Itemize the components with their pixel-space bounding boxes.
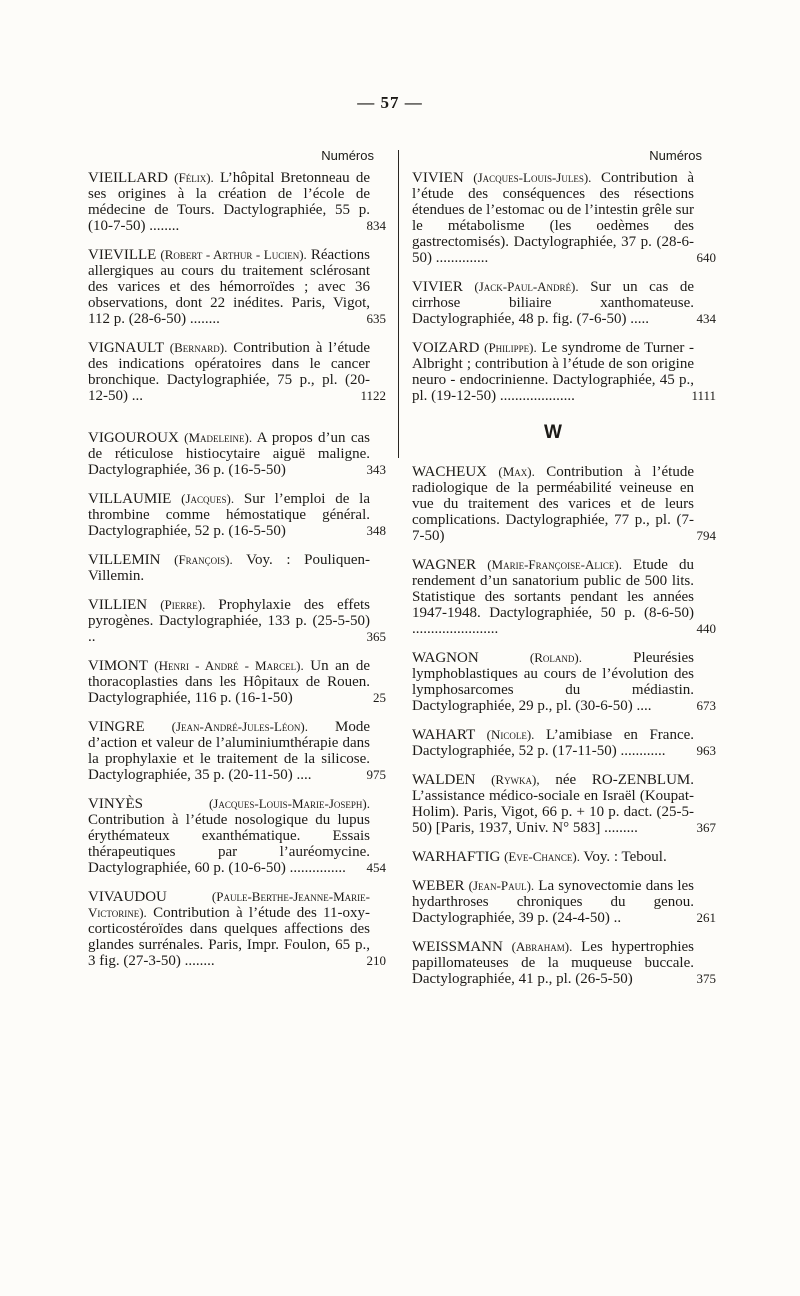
entry-description: Réactions allergiques au cours du traitement sclérosant des varices et des hémorroïdes ; avec 36 observations, dont 22 inédites. Paris, Vigot, 112 p. (28-6-50) ........ [88, 247, 370, 327]
entry-description: Le syndrome de Turner - Albright ; contribution à l’étude de son origine neuro - endocrinienne. Dactylographiée, 45 p., pl. (19-12-50) .................... [412, 340, 694, 404]
entry-description: Mode d’action et valeur de l’aluminiumthérapie dans la prophylaxie et le traitement de la silicose. Dactylographiée, 35 p. (20-11-50) .... [88, 719, 371, 783]
entry-number: 365 [366, 629, 386, 644]
entry-description: L’hôpital Bretonneau de ses origines à la création de l’école de médecine de Tours. Dactylographiée, 55 p. (10-7-50) ........ [88, 170, 370, 234]
bibliography-entry [88, 247, 386, 327]
bibliography-entry [412, 340, 716, 404]
author-surname: VOIZARD [412, 340, 480, 356]
bibliography-entry [412, 170, 716, 266]
entry-number: 343 [366, 462, 386, 477]
author-given-names: (Marie-Françoise-Alice). [487, 557, 622, 572]
author-given-names: (François). [174, 552, 233, 567]
author-given-names: (Jacques). [181, 491, 235, 506]
entry-number: 640 [696, 250, 716, 265]
entry-number: 440 [696, 621, 716, 636]
entry-description: née RO-ZENBLUM. L’assistance médico-sociale en Israël (Koupat-Holim). Paris, Vigot, 66 p. + 10 p. dact. (25-5-50) [Paris, 1937, Univ. N° 583] ......... [412, 772, 694, 836]
author-surname: VIEVILLE [88, 247, 157, 263]
bibliography-entry [412, 650, 716, 714]
entry-description: Sur l’emploi de la thrombine comme hémostatique général. Dactylographiée, 52 p. (16-5-50) [88, 491, 370, 539]
entry-number: 348 [366, 523, 386, 538]
author-given-names: (Abraham). [511, 939, 573, 954]
author-surname: VIMONT [88, 658, 148, 674]
bibliography-entry [412, 772, 716, 836]
entry-number: 834 [366, 218, 386, 233]
entry-number: 261 [696, 910, 716, 925]
author-surname: VIVIEN [412, 170, 464, 186]
entry-description: Pleurésies lymphoblastiques au cours de l’évolution des lymphosarcomes du médiastin. Dactylographiée, 29 p., pl. (30-6-50) .... [412, 650, 694, 714]
bibliography-entry [88, 491, 386, 539]
page-number: — 57 — [357, 93, 423, 112]
bibliography-entry [412, 939, 716, 987]
entry-number: 1122 [360, 388, 386, 403]
entry-description: Contribution à l’étude des 11-oxy-corticostéroïdes dans quelques affections des glandes surrénales. Paris, Impr. Foulon, 65 p., 3 fig. (27-3-50) ........ [88, 905, 370, 969]
entry-number: 635 [366, 311, 386, 326]
column-divider [398, 150, 399, 458]
section-letter: W [544, 422, 562, 443]
author-surname: VINGRE [88, 719, 145, 735]
author-surname: WEBER [412, 878, 465, 894]
bibliography-entry [88, 796, 386, 876]
author-given-names: (Jacques-Louis-Marie-Joseph). [208, 796, 370, 811]
author-surname: VIGNAULT [88, 340, 164, 356]
entry-description: Prophylaxie des effets pyrogènes. Dactylographiée, 133 p. (25-5-50) .. [88, 597, 370, 645]
bibliography-entry [88, 658, 386, 706]
entry-description: Contribution à l’étude nosologique du lupus érythémateux exanthématique. Essais thérapeutiques par l’auréomycine. Dactylographiée, 60 p. (10-6-50) ............... [88, 812, 370, 876]
author-surname: WALDEN [412, 772, 476, 788]
entry-description: Les hypertrophies papillomateuses de la muqueuse buccale. Dactylographiée, 41 p., pl. (26-5-50) [412, 939, 694, 987]
author-given-names: (Paule-Berthe-Jeanne-Marie-Victorine). [88, 889, 370, 920]
bibliography-entry [412, 849, 694, 865]
author-surname: VINYÈS [88, 796, 143, 812]
author-given-names: (Madeleine). [184, 430, 253, 445]
author-given-names: (Henri - André - Marcel). [154, 658, 304, 673]
entry-description: Un an de thoracoplasties dans les Hôpitaux de Rouen. Dactylographiée, 116 p. (16-1-50) [88, 658, 371, 706]
author-surname: VIVIER [412, 279, 463, 295]
author-surname: VIGOUROUX [88, 430, 179, 446]
author-given-names: (Pierre). [160, 597, 206, 612]
left-column [88, 148, 386, 982]
author-surname: WAGNER [412, 557, 477, 573]
bibliography-entry [88, 430, 386, 478]
author-surname: WEISSMANN [412, 939, 503, 955]
author-given-names: (Robert - Arthur - Lucien). [160, 247, 307, 262]
bibliography-entry [88, 719, 386, 783]
column-header: Numéros [321, 148, 374, 163]
author-surname: WACHEUX [412, 464, 487, 480]
entry-description: Etude du rendement d’un sanatorium public de 500 lits. Statistique des sortants pendant les années 1947-1948. Dactylographiée, 50 p. (8-6-50) ....................... [412, 557, 694, 637]
bibliography-entry [412, 878, 716, 926]
author-given-names: (Rywka), [491, 772, 540, 787]
bibliography-entry [88, 889, 386, 969]
author-surname: VIVAUDOU [88, 889, 167, 905]
right-column [412, 148, 716, 1000]
entry-number: 367 [696, 820, 716, 835]
author-surname: VILLEMIN [88, 552, 161, 568]
entry-description: La synovectomie dans les hydarthroses chroniques du genou. Dactylographiée, 39 p. (24-4-50) .. [412, 878, 695, 926]
author-given-names: (Jack-Paul-André). [474, 279, 579, 294]
author-given-names: (Jean-André-Jules-Léon). [171, 719, 309, 734]
entry-number: 963 [696, 743, 716, 758]
entry-number: 454 [366, 860, 386, 875]
bibliography-entry [88, 170, 386, 234]
author-given-names: (Jacques-Louis-Jules). [473, 170, 592, 185]
author-given-names: (Roland). [529, 650, 582, 665]
entry-number: 434 [696, 311, 716, 326]
entry-number: 25 [373, 690, 386, 705]
bibliography-entry [412, 557, 716, 637]
column-header: Numéros [649, 148, 702, 163]
author-given-names: (Bernard). [169, 340, 228, 355]
author-surname: VILLAUMIE [88, 491, 172, 507]
entry-number: 975 [366, 767, 386, 782]
bibliography-entry [88, 552, 370, 584]
bibliography-entry [88, 340, 386, 404]
entry-number: 1111 [691, 388, 716, 403]
author-given-names: (Philippe). [484, 340, 537, 355]
entry-description: Contribution à l’étude des indications opératoires dans le cancer bronchique. Dactylographiée, 75 p., pl. (20-12-50) ... [88, 340, 371, 404]
author-surname: WARHAFTIG [412, 849, 501, 865]
author-given-names: (Max). [498, 464, 535, 479]
bibliography-entry [412, 279, 716, 327]
bibliography-entry [412, 464, 716, 544]
bibliography-entry [88, 597, 386, 645]
author-given-names: (Jean-Paul). [468, 878, 535, 893]
entry-number: 375 [696, 971, 716, 986]
author-surname: WAGNON [412, 650, 479, 666]
entry-description: L’amibiase en France. Dactylographiée, 52 p. (17-11-50) ............ [412, 727, 695, 759]
entry-description: Contribution à l’étude des conséquences des résections étendues de l’estomac ou de l’intestin grêle sur le métabolisme (les oedèmes des gastrectomisés). Dactylographiée, 37 p. (28-6-50) .............. [412, 170, 694, 266]
author-surname: VIEILLARD [88, 170, 168, 186]
entry-description: Voy. : Pouliquen-Villemin. [88, 552, 371, 584]
entry-description: Voy. : Teboul. [579, 849, 667, 865]
entry-description: Sur un cas de cirrhose biliaire xanthomateuse. Dactylographiée, 48 p. fig. (7-6-50) ..... [412, 279, 695, 327]
author-given-names: (Félix). [174, 170, 214, 185]
entry-number: 673 [696, 698, 716, 713]
entry-number: 210 [366, 953, 386, 968]
entry-description: A propos d’un cas de réticulose histiocytaire aiguë maligne. Dactylographiée, 36 p. (16-5-50) [88, 430, 370, 478]
bibliography-entry [412, 727, 716, 759]
author-surname: VILLIEN [88, 597, 148, 613]
author-given-names: (Nicole). [486, 727, 535, 742]
entry-description: Contribution à l’étude radiologique de la perméabilité veineuse en vue du traitement des varices et de leurs complications. Dactylographiée, 77 p., pl. (7-7-50) [412, 464, 694, 544]
author-given-names: (Eve-Chance). [504, 849, 580, 864]
entry-number: 794 [696, 528, 716, 543]
author-surname: WAHART [412, 727, 475, 743]
